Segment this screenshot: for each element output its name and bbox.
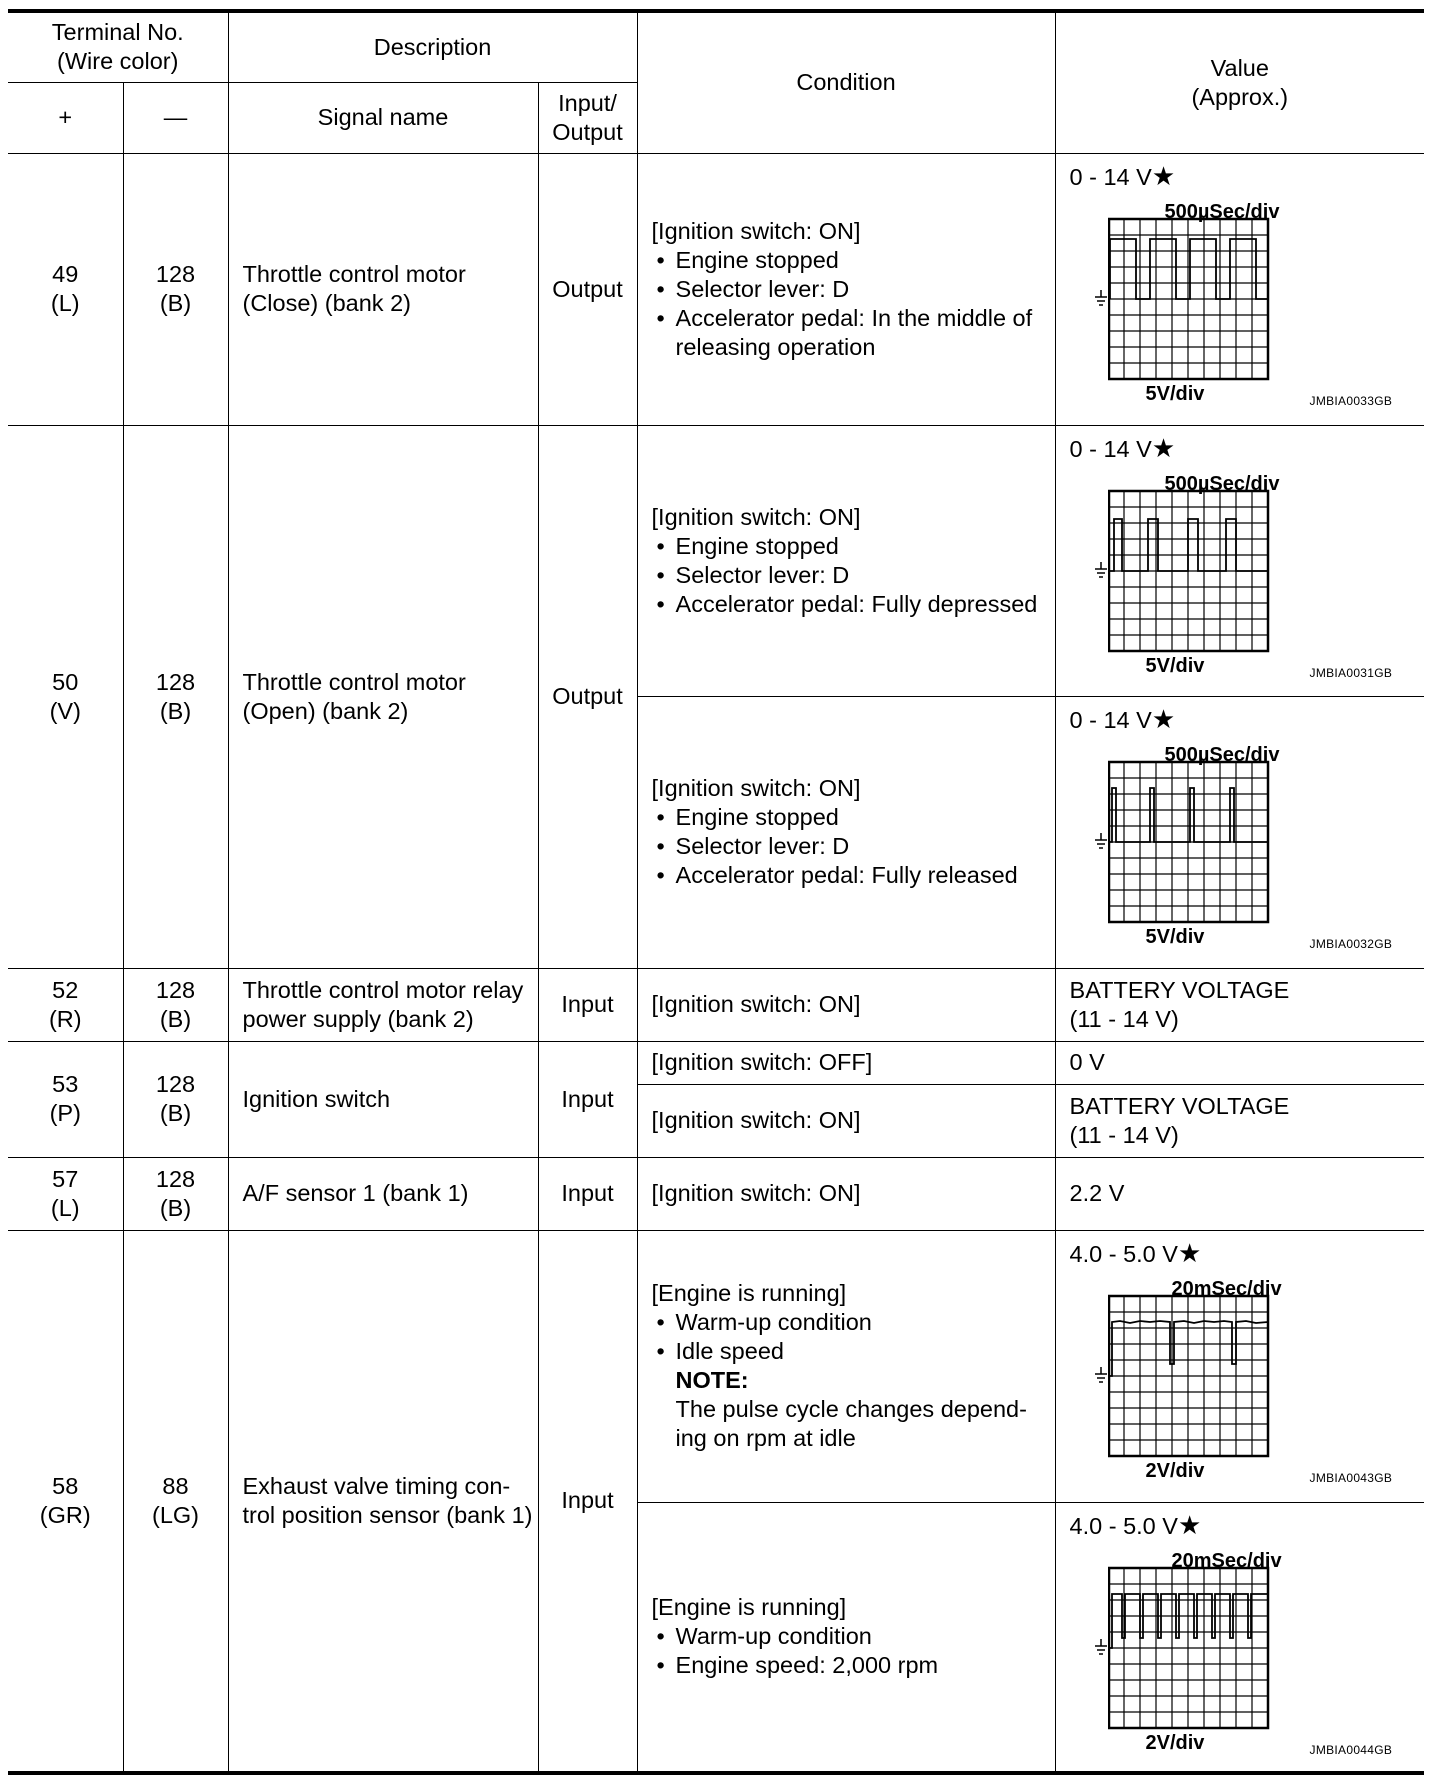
condition-cell <box>637 1230 1055 1502</box>
terminal-number: 53 <box>52 1071 79 1097</box>
ground-icon <box>1094 1639 1108 1657</box>
condition-list <box>652 532 1051 619</box>
value-text: (11 - 14 V) <box>1069 1005 1179 1032</box>
condition-head: [Ignition switch: ON] <box>651 217 861 244</box>
input-output: Input <box>538 968 637 1041</box>
value-cell <box>1055 1502 1424 1773</box>
table-row <box>8 425 1424 696</box>
ground-icon <box>1094 562 1108 580</box>
star-icon: ★ <box>1151 160 1176 191</box>
value-range: 0 - 14 V <box>1069 163 1152 190</box>
table-row <box>8 1157 1424 1230</box>
oscilloscope-trace-jmbia0043gb <box>1108 1294 1272 1458</box>
condition-head: [Engine is running] <box>651 1594 847 1621</box>
value-cell <box>1055 425 1424 696</box>
signal-name <box>228 153 538 425</box>
condition-item: • Selector lever: D <box>652 832 1051 861</box>
condition-cell: [Ignition switch: ON] <box>637 1157 1055 1230</box>
value-cell: 2.2 V <box>1055 1157 1424 1230</box>
value-range: 4.0 - 5.0 V <box>1069 1240 1178 1267</box>
wire-color: (GR) <box>39 1501 91 1528</box>
approx-label: (Approx.) <box>1191 83 1289 110</box>
figure-code: JMBIA0044GB <box>1309 1742 1393 1757</box>
condition-list <box>652 803 1051 890</box>
star-icon: ★ <box>1177 1237 1202 1268</box>
oscilloscope-grid <box>1108 1296 1268 1456</box>
condition-item: • Accelerator pedal: Fully depressed <box>652 590 1051 619</box>
signal-name-line: Throttle control motor relay <box>242 976 524 1003</box>
minus-terminal <box>123 1157 228 1230</box>
plus-header: + <box>8 82 123 153</box>
value-text: BATTERY VOLTAGE <box>1069 976 1290 1003</box>
waveform-line <box>1110 1321 1268 1376</box>
figure-code: JMBIA0033GB <box>1309 393 1393 408</box>
wire-color: (P) <box>49 1100 81 1126</box>
waveform-line <box>1110 788 1268 842</box>
terminal-number: 128 <box>155 668 196 695</box>
plus-terminal <box>8 1041 123 1157</box>
note-text: ing on rpm at idle <box>675 1425 856 1451</box>
waveform-line <box>1110 239 1268 299</box>
oscilloscope-trace-jmbia0044gb <box>1108 1566 1272 1730</box>
condition-list <box>652 246 1051 362</box>
terminal-number: 57 <box>52 1165 79 1192</box>
minus-terminal <box>123 425 228 968</box>
condition-list <box>652 1308 1051 1366</box>
waveform-block <box>1069 426 1425 680</box>
minus-header: — <box>123 82 228 153</box>
value-text: (11 - 14 V) <box>1069 1121 1179 1148</box>
terminal-number: 52 <box>52 976 79 1003</box>
condition-item: • Engine stopped <box>652 803 1051 832</box>
value-text <box>1070 1511 1202 1541</box>
value-text <box>1070 162 1176 192</box>
signal-name <box>228 1230 538 1773</box>
condition-item: • Accelerator pedal: In the middle of releasing operation <box>652 304 1051 362</box>
value-text: BATTERY VOLTAGE <box>1069 1092 1290 1119</box>
volt-div-label: 2V/div <box>1145 1731 1205 1754</box>
plus-terminal <box>8 968 123 1041</box>
plus-terminal <box>8 425 123 968</box>
terminal-no-label: Terminal No. <box>51 19 184 46</box>
waveform-block <box>1069 154 1425 408</box>
condition-item: • Warm-up condition <box>652 1622 1051 1651</box>
volt-div-label: 2V/div <box>1145 1459 1205 1482</box>
condition-item: • Engine stopped <box>652 532 1051 561</box>
value-cell <box>1055 153 1424 425</box>
terminal-no-header <box>8 11 228 82</box>
minus-terminal <box>123 153 228 425</box>
figure-code: JMBIA0043GB <box>1309 1470 1393 1485</box>
value-text <box>1070 434 1176 464</box>
terminal-number: 128 <box>155 1071 196 1097</box>
value-text <box>1070 705 1176 735</box>
condition-cell: [Ignition switch: OFF] <box>637 1041 1055 1084</box>
wire-color: (R) <box>48 1005 82 1032</box>
signal-name <box>228 425 538 968</box>
value-cell <box>1055 1230 1424 1502</box>
wire-color: (B) <box>159 1194 192 1221</box>
condition-item: • Engine speed: 2,000 rpm <box>652 1651 1051 1680</box>
ground-icon <box>1094 1367 1108 1385</box>
minus-terminal <box>123 1041 228 1157</box>
signal-name: A/F sensor 1 (bank 1) <box>228 1157 538 1230</box>
time-div-label: 500µSec/div <box>1164 472 1280 495</box>
condition-cell <box>637 153 1055 425</box>
wire-color: (L) <box>50 1194 80 1221</box>
wire-color-label: (Wire color) <box>57 48 179 75</box>
header-row-1 <box>8 11 1424 82</box>
ground-icon <box>1094 290 1108 308</box>
wire-color: (B) <box>159 1100 192 1126</box>
terminal-spec-table <box>8 9 1424 1775</box>
wire-color: (B) <box>159 1005 192 1032</box>
input-output: Input <box>538 1230 637 1773</box>
star-icon: ★ <box>1177 1509 1202 1540</box>
description-header: Description <box>228 11 637 82</box>
signal-name-line: (Close) (bank 2) <box>242 290 411 316</box>
wire-color: (B) <box>159 697 192 724</box>
star-icon: ★ <box>1151 432 1176 463</box>
condition-cell <box>637 696 1055 968</box>
wire-color: (B) <box>159 290 192 316</box>
oscilloscope-trace-jmbia0032gb <box>1108 760 1272 924</box>
plus-terminal <box>8 1230 123 1773</box>
table-row <box>8 968 1424 1041</box>
value-cell <box>1055 696 1424 968</box>
wire-color: (LG) <box>152 1501 199 1528</box>
input-output-label-1: Input/ <box>558 89 617 116</box>
figure-code: JMBIA0031GB <box>1309 665 1393 680</box>
plus-terminal <box>8 1157 123 1230</box>
value-range: 4.0 - 5.0 V <box>1069 1512 1178 1539</box>
condition-list <box>652 1622 1051 1680</box>
condition-item: • Engine stopped <box>652 246 1051 275</box>
waveform-block <box>1069 1231 1425 1485</box>
terminal-number: 128 <box>155 1165 196 1192</box>
signal-name: Ignition switch <box>228 1041 538 1157</box>
condition-header: Condition <box>637 11 1055 153</box>
volt-div-label: 5V/div <box>1145 654 1205 677</box>
input-output-label-2: Output <box>552 118 623 145</box>
condition-head: [Ignition switch: ON] <box>651 503 861 530</box>
waveform-block <box>1069 697 1425 951</box>
condition-head: [Ignition switch: ON] <box>651 775 861 801</box>
note-block <box>652 1366 1051 1453</box>
input-output: Input <box>538 1041 637 1157</box>
ground-icon <box>1094 833 1108 851</box>
terminal-number: 50 <box>52 668 79 695</box>
value-header <box>1055 11 1424 153</box>
value-text <box>1070 1239 1202 1269</box>
signal-name-line: trol position sensor (bank 1) <box>242 1501 533 1528</box>
volt-div-label: 5V/div <box>1145 925 1205 948</box>
condition-cell <box>637 425 1055 696</box>
terminal-number: 88 <box>162 1472 189 1499</box>
waveform-block <box>1069 1503 1425 1757</box>
wire-color: (V) <box>49 697 81 724</box>
input-output: Input <box>538 1157 637 1230</box>
note-title: NOTE: <box>675 1367 749 1393</box>
minus-terminal <box>123 1230 228 1773</box>
terminal-number: 128 <box>155 261 196 287</box>
condition-cell <box>637 1502 1055 1773</box>
value-range: 0 - 14 V <box>1069 435 1152 462</box>
value-cell <box>1055 968 1424 1041</box>
input-output: Output <box>538 425 637 968</box>
signal-name-line: Throttle control motor <box>242 668 466 695</box>
note-text: The pulse cycle changes depend- <box>675 1396 1027 1422</box>
signal-name <box>228 968 538 1041</box>
time-div-label: 500µSec/div <box>1164 200 1280 223</box>
terminal-number: 58 <box>52 1472 79 1499</box>
condition-head: [Engine is running] <box>651 1280 847 1306</box>
signal-name-line: Exhaust valve timing con- <box>242 1472 511 1499</box>
condition-item: • Accelerator pedal: Fully released <box>652 861 1051 890</box>
signal-name-header: Signal name <box>228 82 538 153</box>
minus-terminal <box>123 968 228 1041</box>
table-row <box>8 153 1424 425</box>
time-div-label: 500µSec/div <box>1164 743 1280 766</box>
input-output: Output <box>538 153 637 425</box>
signal-name-line: (Open) (bank 2) <box>242 697 409 724</box>
signal-name-line: Throttle control motor <box>242 261 466 287</box>
time-div-label: 20mSec/div <box>1171 1549 1282 1572</box>
plus-terminal <box>8 153 123 425</box>
condition-item: • Warm-up condition <box>652 1308 1051 1337</box>
star-icon: ★ <box>1151 703 1176 734</box>
terminal-number: 128 <box>155 976 196 1003</box>
waveform-line <box>1110 519 1268 571</box>
wire-color: (L) <box>50 290 80 316</box>
oscilloscope-grid <box>1108 1568 1268 1728</box>
time-div-label: 20mSec/div <box>1171 1277 1282 1300</box>
oscilloscope-trace-jmbia0033gb <box>1108 217 1272 381</box>
oscilloscope-trace-jmbia0031gb <box>1108 489 1272 653</box>
waveform-line <box>1110 1594 1268 1648</box>
terminal-number: 49 <box>52 261 79 287</box>
signal-name-line: power supply (bank 2) <box>242 1005 474 1032</box>
value-cell <box>1055 1084 1424 1157</box>
value-range: 0 - 14 V <box>1069 706 1152 733</box>
input-output-header <box>538 82 637 153</box>
value-cell: 0 V <box>1055 1041 1424 1084</box>
condition-item: • Selector lever: D <box>652 561 1051 590</box>
condition-cell: [Ignition switch: ON] <box>637 1084 1055 1157</box>
table-row <box>8 1041 1424 1084</box>
condition-item: • Idle speed <box>652 1337 1051 1366</box>
figure-code: JMBIA0032GB <box>1309 936 1393 951</box>
table-row <box>8 1230 1424 1502</box>
volt-div-label: 5V/div <box>1145 382 1205 405</box>
condition-cell: [Ignition switch: ON] <box>637 968 1055 1041</box>
value-label: Value <box>1210 54 1269 81</box>
condition-item: • Selector lever: D <box>652 275 1051 304</box>
